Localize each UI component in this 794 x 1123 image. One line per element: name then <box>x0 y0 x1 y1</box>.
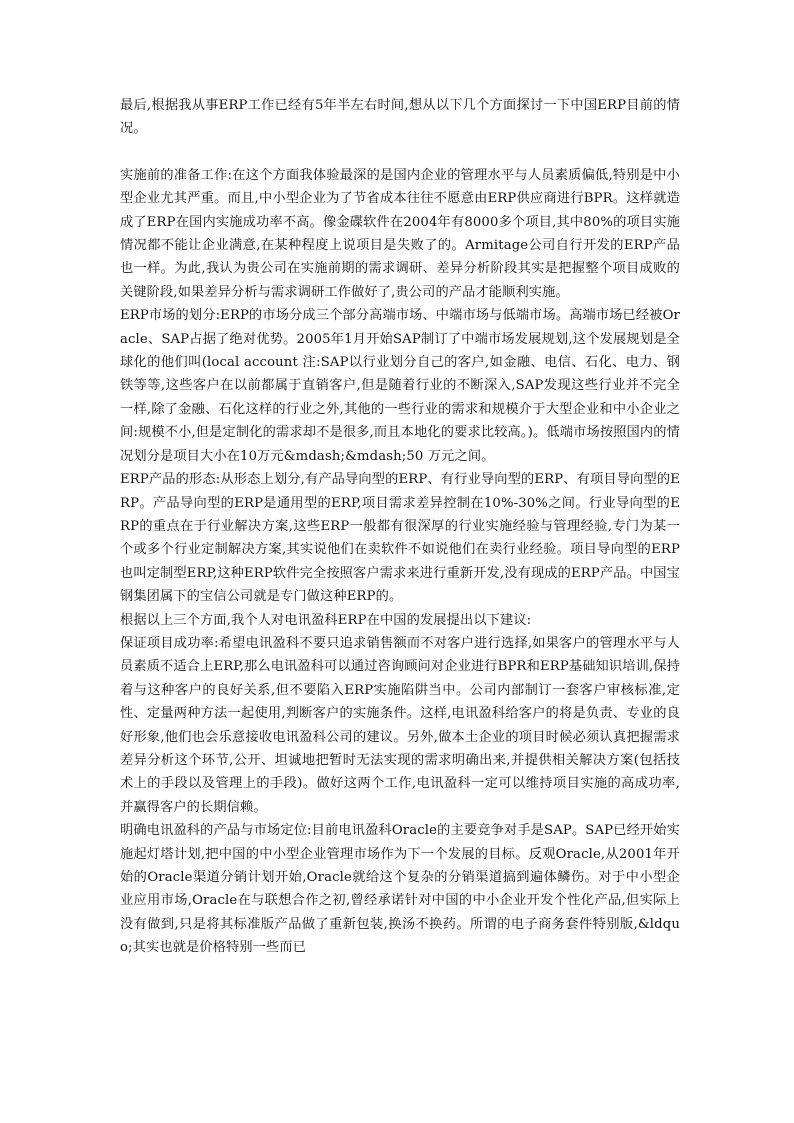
paragraph-gap <box>120 141 680 164</box>
paragraph-preparation: 实施前的准备工作:在这个方面我体验最深的是国内企业的管理水平与人员素质偏低,特别是中小型企业尤其严重。而且,中小型企业为了节省成本往往不愿意由ERP供应商进行BPR。这样就造成了ERP在国内实施成功率不高。像金碟软件在2004年有8000多个项目,其中80%的项目实施情况都不能让企业满意,在某种程度上说项目是失败了的。Armitage公司自行开发的ERP产品也一样。为此,我认为贵公司在实施前期的需求调研、差异分析阶段其实是把握整个项目成败的关键阶段,如果差异分析与需求调研工作做好了,贵公司的产品才能顺利实施。 <box>120 167 680 300</box>
paragraph-suggestions-intro: 根据以上三个方面,我个人对电讯盈科ERP在中国的发展提出以下建议: <box>120 612 532 628</box>
paragraph-success-rate: 保证项目成功率:希望电讯盈科不要只追求销售额而不对客户进行选择,如果客户的管理水平与人员素质不适合上ERP,那么电讯盈科可以通过咨询顾问对企业进行BPR和ERP基础知识培训,保持着与这种客户的良好关系,但不要陷入ERP实施陷阱当中。公司内部制订一套客户审核标准,定性、定量两种方法一起使用,判断客户的实施条件。这样,电讯盈科给客户的将是负责、专业的良好形象,他们也会乐意接收电讯盈科公司的建议。另外,做本土企业的项目时候必须认真把握需求差异分析这个环节,公开、坦诚地把暂时无法实现的需求明确出来,并提供相关解决方案(包括技术上的手段以及管理上的手段)。做好这两个工作,电讯盈科一定可以维持项目实施的高成功率,并赢得客户的长期信赖。 <box>120 635 680 815</box>
paragraph-positioning: 明确电讯盈科的产品与市场定位:目前电讯盈科Oracle的主要竞争对手是SAP。SAP已经开始实施起灯塔计划,把中国的中小型企业管理市场作为下一个发展的目标。反观Oracle,从2001年开始的Oracle渠道分销计划开始,Oracle就给这个复杂的分销渠道搞到遍体鳞伤。对于中小型企业应用市场,Oracle在与联想合作之初,曾经承诺针对中国的中小企业开发个性化产品,但实际上没有做到,只是将其标准版产品做了重新包装,换汤不换药。所谓的电子商务套件特别版,&ldquo;其实也就是价格特别一些而已 <box>120 823 680 956</box>
paragraph-intro: 最后,根据我从事ERP工作已经有5年半左右时间,想从以下几个方面探讨一下中国ERP目前的情况。 <box>120 98 680 137</box>
paragraph-market-division: ERP市场的划分:ERP的市场分成三个部分高端市场、中端市场与低端市场。高端市场已经被Oracle、SAP占据了绝对优势。2005年1月开始SAP制订了中端市场发展规划,这个发展规划是全球化的他们叫(local account 注:SAP以行业划分自己的客户,如金融、电信、石化、电力、钢铁等等,这些客户在以前都属于直销客户,但是随着行业的不断深入,SAP发现这些行业并不完全一样,除了金融、石化这样的行业之外,其他的一些行业的需求和规模介于大型企业和中小企业之间:规模不小,但是定制化的需求却不是很多,而且本地化的要求比较高。)。低端市场按照国内的情况划分是项目大小在10万元&mdash;&mdash;50 万元之间。 <box>120 308 680 464</box>
document-body <box>120 94 680 960</box>
paragraph-product-form: ERP产品的形态:从形态上划分,有产品导向型的ERP、有行业导向型的ERP、有项目导向型的ERP。产品导向型的ERP是通用型的ERP,项目需求差异控制在10%-30%之间。行业导向型的ERP的重点在于行业解决方案,这些ERP一般都有很深厚的行业实施经验与管理经验,专门为某一个或多个行业定制解决方案,其实说他们在卖软件不如说他们在卖行业经验。项目导向型的ERP也叫定制型ERP,这种ERP软件完全按照客户需求来进行重新开发,没有现成的ERP产品。中国宝钢集团属下的宝信公司就是专门做这种ERP的。 <box>120 472 680 605</box>
